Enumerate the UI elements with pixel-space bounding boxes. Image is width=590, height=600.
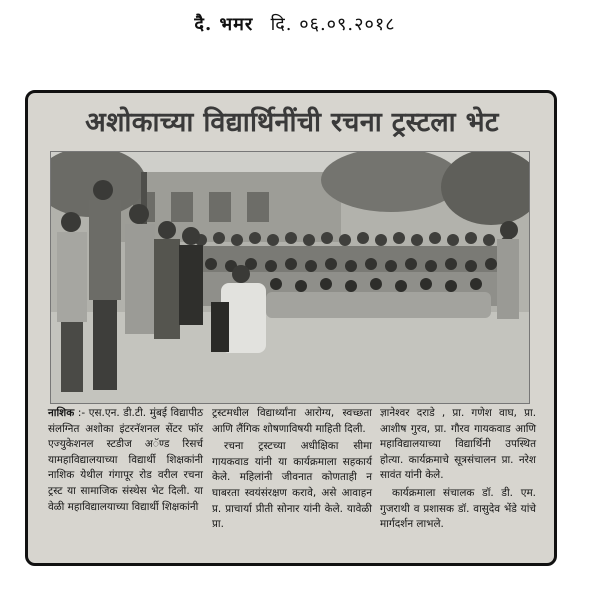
article-paragraph: ट्रस्टमधील विद्यार्थ्यांना आरोग्य, स्वच्छता आणि लैंगिक शोषणाविषयी माहिती दिली. (212, 407, 372, 435)
publication-date: दि. ०६.०९.२०१८ (270, 14, 396, 35)
article-paragraph: ज्ञानेश्वर दराडे , प्रा. गणेश वाघ, प्रा. आशीष गुरव, प्रा. गौरव गायकवाड आणि महाविद्यालयाच्या विद्यार्थिनी उपस्थित होत्या. कार्यक्रमाचे सूत्रसंचालन प्रा. नरेश सावंत यांनी केले. (380, 407, 536, 482)
article-column-2 (212, 406, 372, 535)
news-clipping (25, 90, 557, 566)
dateline: नाशिक (48, 407, 75, 419)
article-headline: अशोकाच्या विद्यार्थिनींची रचना ट्रस्टला भेट (85, 107, 499, 138)
article-paragraph: रचना ट्रस्टच्या अधीक्षिका सीमा गायकवाड यांनी या कार्यक्रमाला सहकार्य केले. महिलांनी जीवनात कोणताही न घाबरता स्वयंसंरक्षण करावे, असे आवाहन प्र. प्राचार्या प्रीती सोनार यांनी केले. यावेळी प्रा. (212, 440, 372, 531)
article-column-1 (48, 406, 203, 517)
article-paragraph: :- एस.एन. डी.टी. मुंबई विद्यापीठ संलग्नित अशोका इंटरनॅशनल सेंटर फॉर एज्युकेशनल स्टडीज अॅण्ड रिसर्च यामहाविद्यालयाच्या विद्यार्थी शिक्षकांनी नाशिक येथील गंगापूर रोड वरील रचना ट्रस्ट या सामाजिक संस्थेस भेट दिली. या वेळी महाविद्यालयाच्या विद्यार्थी शिक्षकांनी (48, 407, 203, 513)
article-column-3 (380, 406, 536, 535)
masthead (0, 12, 590, 36)
article-body (48, 406, 536, 564)
group-photo (50, 151, 530, 404)
article-paragraph: कार्यक्रमाला संचालक डॉ. डी. एम. गुजराथी व प्रशासक डॉ. वासुदेव भेंडे यांचे मार्गदर्शन लाभले. (380, 486, 536, 531)
newspaper-name: दै. भमर (194, 14, 254, 35)
